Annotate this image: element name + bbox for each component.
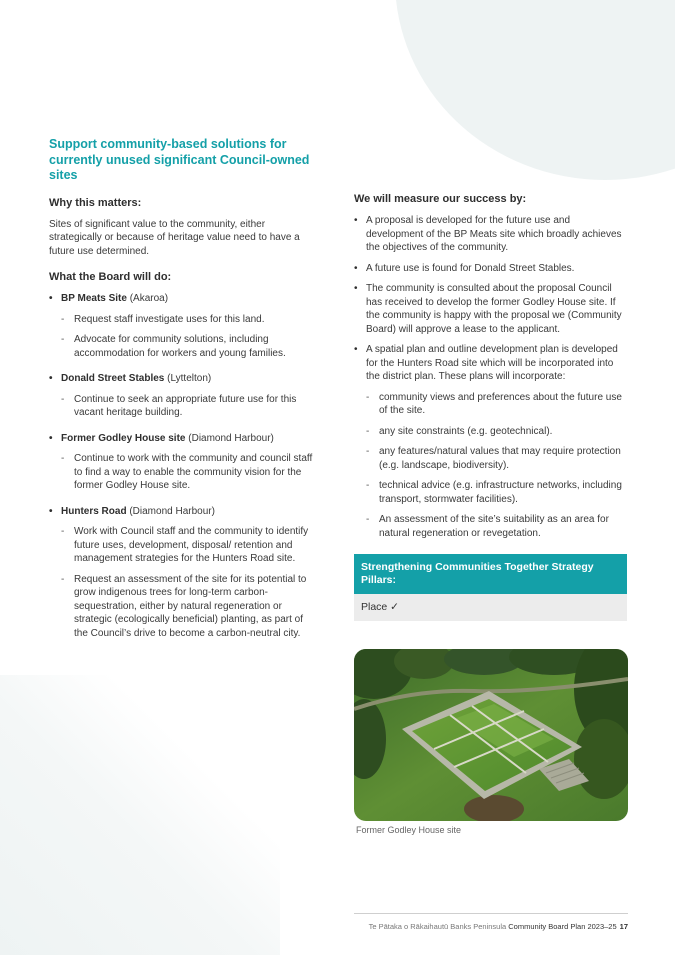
background-shape-top-right [395, 0, 675, 180]
site-location: (Lyttelton) [164, 373, 212, 384]
sub-list-item: - any features/natural values that may require protection (e.g. landscape, biodiversity). [366, 445, 628, 472]
sub-list [61, 452, 319, 493]
measure-heading: We will measure our success by: [354, 193, 527, 205]
list-item [49, 432, 319, 493]
list-item: • A future use is found for Donald Street Stables. [354, 262, 628, 276]
site-photo [354, 649, 628, 821]
background-pattern-bottom-left [0, 675, 280, 955]
list-item: • A proposal is developed for the future use and development of the BP Meats site which broadly achieves the objectives of the community. [354, 214, 628, 255]
sub-list [61, 525, 319, 640]
sub-list-item: - technical advice (e.g. infrastructure networks, including transport, stormwater facilities). [366, 479, 628, 506]
sub-list-item: - any site constraints (e.g. geotechnical). [366, 425, 628, 439]
left-column [49, 137, 319, 652]
site-location: (Akaroa) [126, 293, 169, 304]
sub-list [61, 313, 319, 361]
page-footer [369, 922, 628, 931]
page-number: 17 [619, 922, 628, 931]
pillars-value: Place ✓ [354, 594, 627, 621]
list-item [354, 343, 628, 540]
board-heading: What the Board will do: [49, 271, 172, 283]
strategy-pillars-box [354, 554, 627, 621]
right-column [354, 192, 628, 621]
sub-list-item: - An assessment of the site’s suitability as an area for natural regeneration or revegetation. [366, 513, 628, 540]
list-item: • The community is consulted about the proposal Council has received to develop the former Godley House site. If the community is happy with the proposal we (Community Board) will approve a lease to the applicant. [354, 282, 628, 336]
sub-list-item: - Request an assessment of the site for its potential to grow indigenous trees for long-term carbon-sequestration, either by natural regeneration or strategic (ecologically beneficial) planting, as part of the Council’s drive to become a carbon-neutral city. [61, 573, 319, 641]
why-heading: Why this matters: [49, 196, 142, 209]
sub-list [366, 391, 628, 541]
section-heading: Support community-based solutions for currently unused significant Council-owned sites [49, 137, 310, 182]
list-item [49, 372, 319, 420]
measures-list [354, 214, 628, 540]
site-name: Donald Street Stables [61, 373, 165, 384]
site-location: (Diamond Harbour) [185, 432, 274, 444]
site-name: BP Meats Site [61, 293, 127, 304]
sub-list-item: - Work with Council staff and the community to identify future uses, development, disposal/ retention and management strategies for the Hunters Road site. [61, 525, 319, 566]
sub-list-item: - community views and preferences about the future use of the site. [366, 391, 628, 418]
sub-list-item: - Continue to work with the community and council staff to find a way to enable the community vision for the former Godley House site. [61, 452, 319, 493]
site-name: Former Godley House site [61, 432, 186, 444]
aerial-photo-illustration [354, 649, 628, 821]
photo-caption: Former Godley House site [356, 825, 462, 835]
why-text: Sites of significant value to the community, either strategically or because of heritage value need to have a future use determined. [49, 218, 300, 257]
footer-divider [354, 913, 628, 914]
site-name: Hunters Road [61, 505, 127, 517]
footer-prefix: Te Pātaka o Rākaihautū Banks Peninsula [368, 922, 509, 931]
board-actions-list [49, 292, 319, 640]
sub-list-item: - Advocate for community solutions, including accommodation for workers and young families. [61, 333, 319, 360]
footer-title: Community Board Plan 2023–25 [508, 922, 617, 931]
sub-list-item: - Continue to seek an appropriate future use for this vacant heritage building. [61, 393, 319, 420]
pillars-heading: Strengthening Communities Together Strategy Pillars: [354, 554, 627, 594]
site-location: (Diamond Harbour) [126, 505, 215, 517]
measure-text: A spatial plan and outline development plan is developed for the Hunters Road site which will be incorporated into the district plan. These plans will incorporate: [366, 344, 618, 382]
sub-list [61, 393, 319, 420]
sub-list-item: - Request staff investigate uses for this land. [61, 313, 319, 327]
list-item [49, 505, 319, 641]
list-item [49, 292, 319, 360]
